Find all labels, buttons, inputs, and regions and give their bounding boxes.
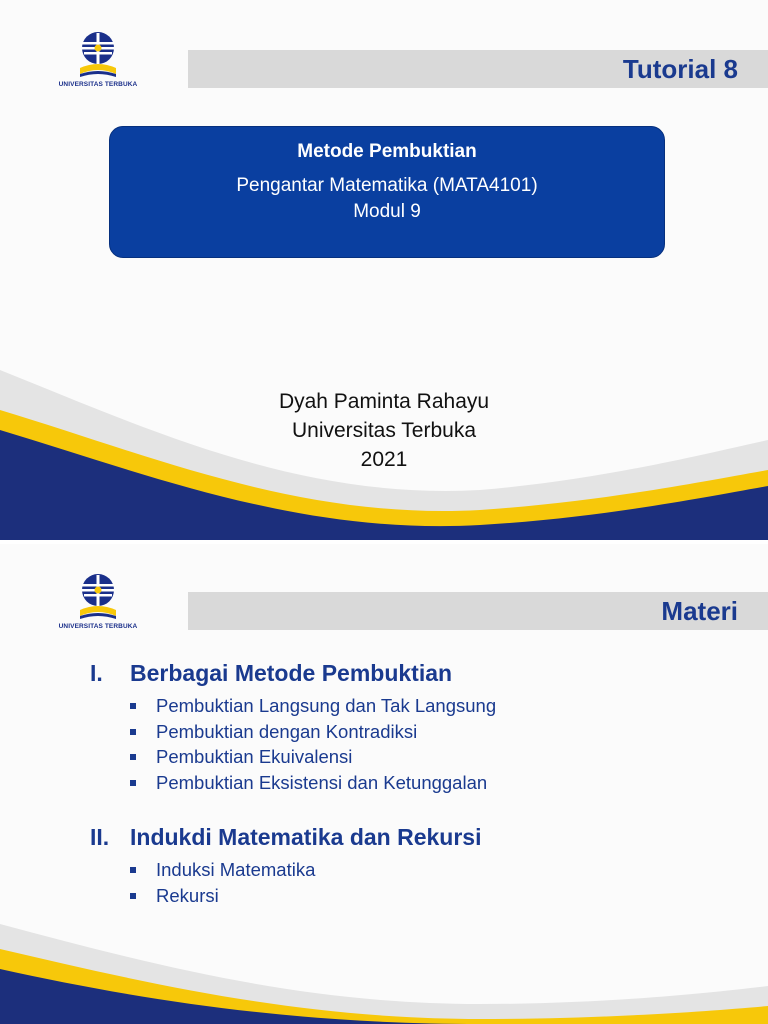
list-item: Pembuktian Langsung dan Tak Langsung [130,693,496,719]
section-title: Berbagai Metode Pembuktian [130,660,453,686]
section-number: I. [90,660,103,686]
box-heading: Metode Pembuktian [297,141,477,162]
university-logo [50,572,146,630]
university-logo [50,30,146,88]
bullet-square-icon [130,729,136,735]
section-heading [90,824,481,851]
bullet-square-icon [130,703,136,709]
author-institution: Universitas Terbuka [291,419,477,442]
bullet-square-icon [130,780,136,786]
decorative-wave [0,924,768,1024]
slide-title: Tutorial 8 [622,54,738,84]
list-item: Rekursi [130,883,315,909]
decorative-wave [0,370,768,540]
bullet-list [130,693,496,795]
bullet-list [130,857,315,908]
bullet-square-icon [130,754,136,760]
list-item: Pembuktian Ekuivalensi [130,744,496,770]
course-box [109,126,665,258]
section-heading [90,660,452,687]
section-number: II. [90,824,110,850]
bullet-square-icon [130,867,136,873]
bullet-square-icon [130,893,136,899]
slide-title: Materi [661,596,738,626]
title-bar [188,592,768,630]
author-name: Dyah Paminta Rahayu [278,390,490,413]
list-item: Pembuktian Eksistensi dan Ketunggalan [130,770,496,796]
title-bar [188,50,768,88]
university-emblem-icon [74,30,122,80]
module-name: Modul 9 [353,201,421,222]
list-item: Induksi Matematika [130,857,315,883]
university-emblem-icon [74,572,122,622]
author-year: 2021 [360,448,408,471]
section-title: Indukdi Matematika dan Rekursi [130,824,482,850]
course-name: Pengantar Matematika (MATA4101) [236,175,538,196]
content-slide [0,544,768,1024]
logo-text: UNIVERSITAS TERBUKA [58,81,138,88]
list-item: Pembuktian dengan Kontradiksi [130,719,496,745]
logo-text: UNIVERSITAS TERBUKA [58,623,138,630]
